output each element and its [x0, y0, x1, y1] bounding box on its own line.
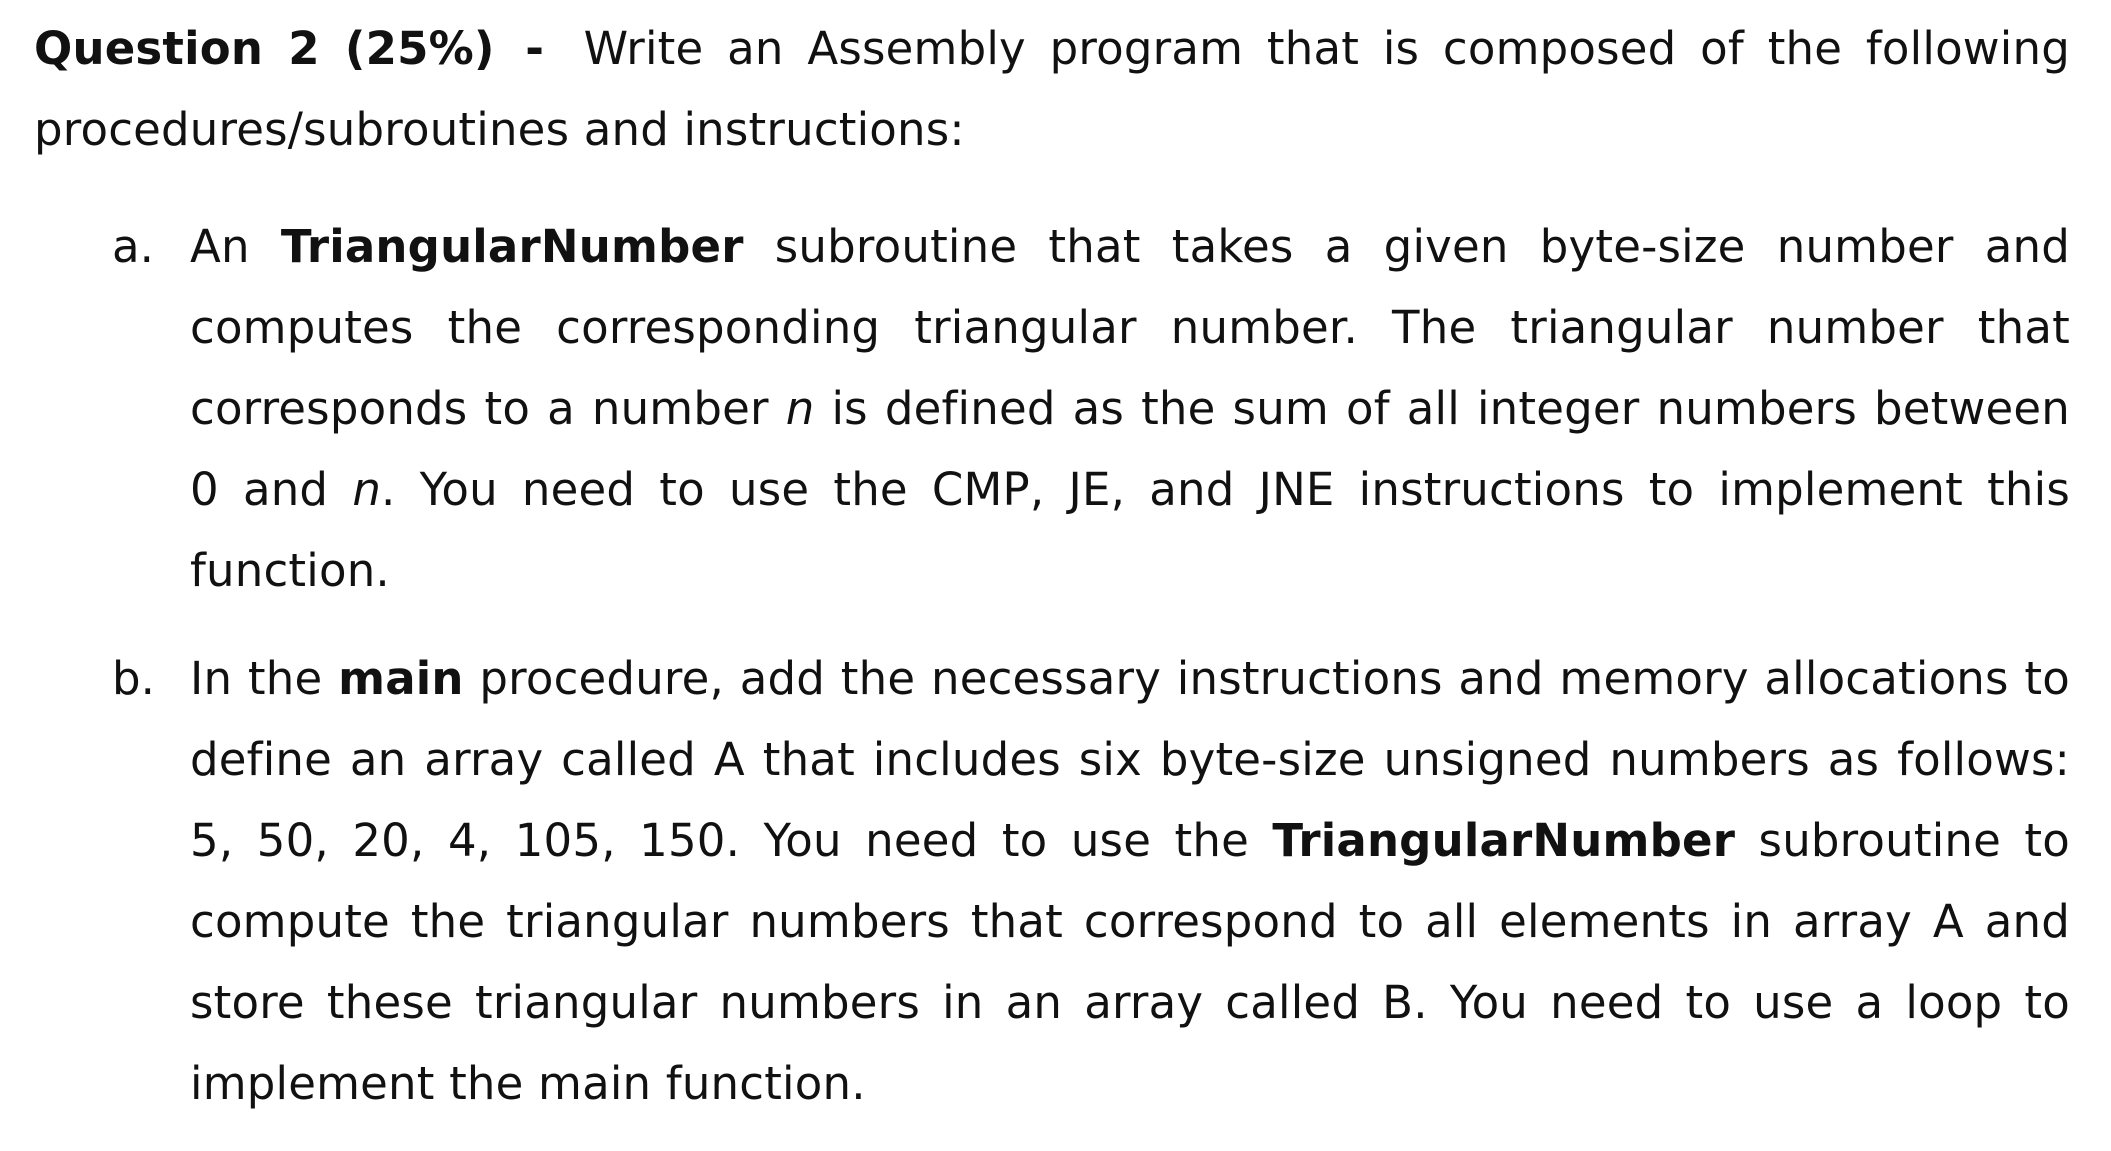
list-item-marker: b.: [112, 652, 155, 705]
bold-term: TriangularNumber: [1272, 814, 1736, 867]
list-item-text: [190, 206, 2070, 611]
list-item-text: [190, 638, 2070, 1124]
text-segment: . You need to use the CMP, JE, and JNE instructions to implement this function.: [190, 463, 2070, 597]
text-segment: procedure, add the necessary instructions and memory allocations to define an array called A that includes six byte-size unsigned numbers as follows: 5, 50, 20, 4, 105, 150. You need to use the: [190, 652, 2070, 867]
question-intro-text: Write an Assembly program that is composed of the following procedures/subroutines and instructions:: [34, 22, 2070, 156]
text-segment: is defined as the sum of all integer numbers between 0 and: [190, 382, 2070, 516]
question-document: [34, 8, 2070, 1151]
text-segment: subroutine to compute the triangular numbers that correspond to all elements in array A and store these triangular numbers in an array called B. You need to use a loop to implement the main function.: [190, 814, 2071, 1110]
italic-variable: n: [785, 382, 815, 435]
italic-variable: n: [352, 463, 382, 516]
list-item-marker: a.: [112, 220, 154, 273]
bold-term: TriangularNumber: [280, 220, 744, 273]
text-segment: In the: [190, 652, 339, 705]
text-segment: subroutine that takes a given byte-size number and computes the corresponding triangular number. The triangular number that corresponds to a number: [190, 220, 2070, 435]
list-item: [34, 206, 2070, 611]
bold-term: main: [338, 652, 464, 705]
question-intro-paragraph: [34, 8, 2070, 170]
question-heading: Question 2 (25%): [34, 22, 495, 75]
text-segment: An: [190, 220, 281, 273]
requirements-list: [34, 206, 2070, 1124]
list-item: [34, 638, 2070, 1124]
question-dash: -: [525, 22, 545, 75]
